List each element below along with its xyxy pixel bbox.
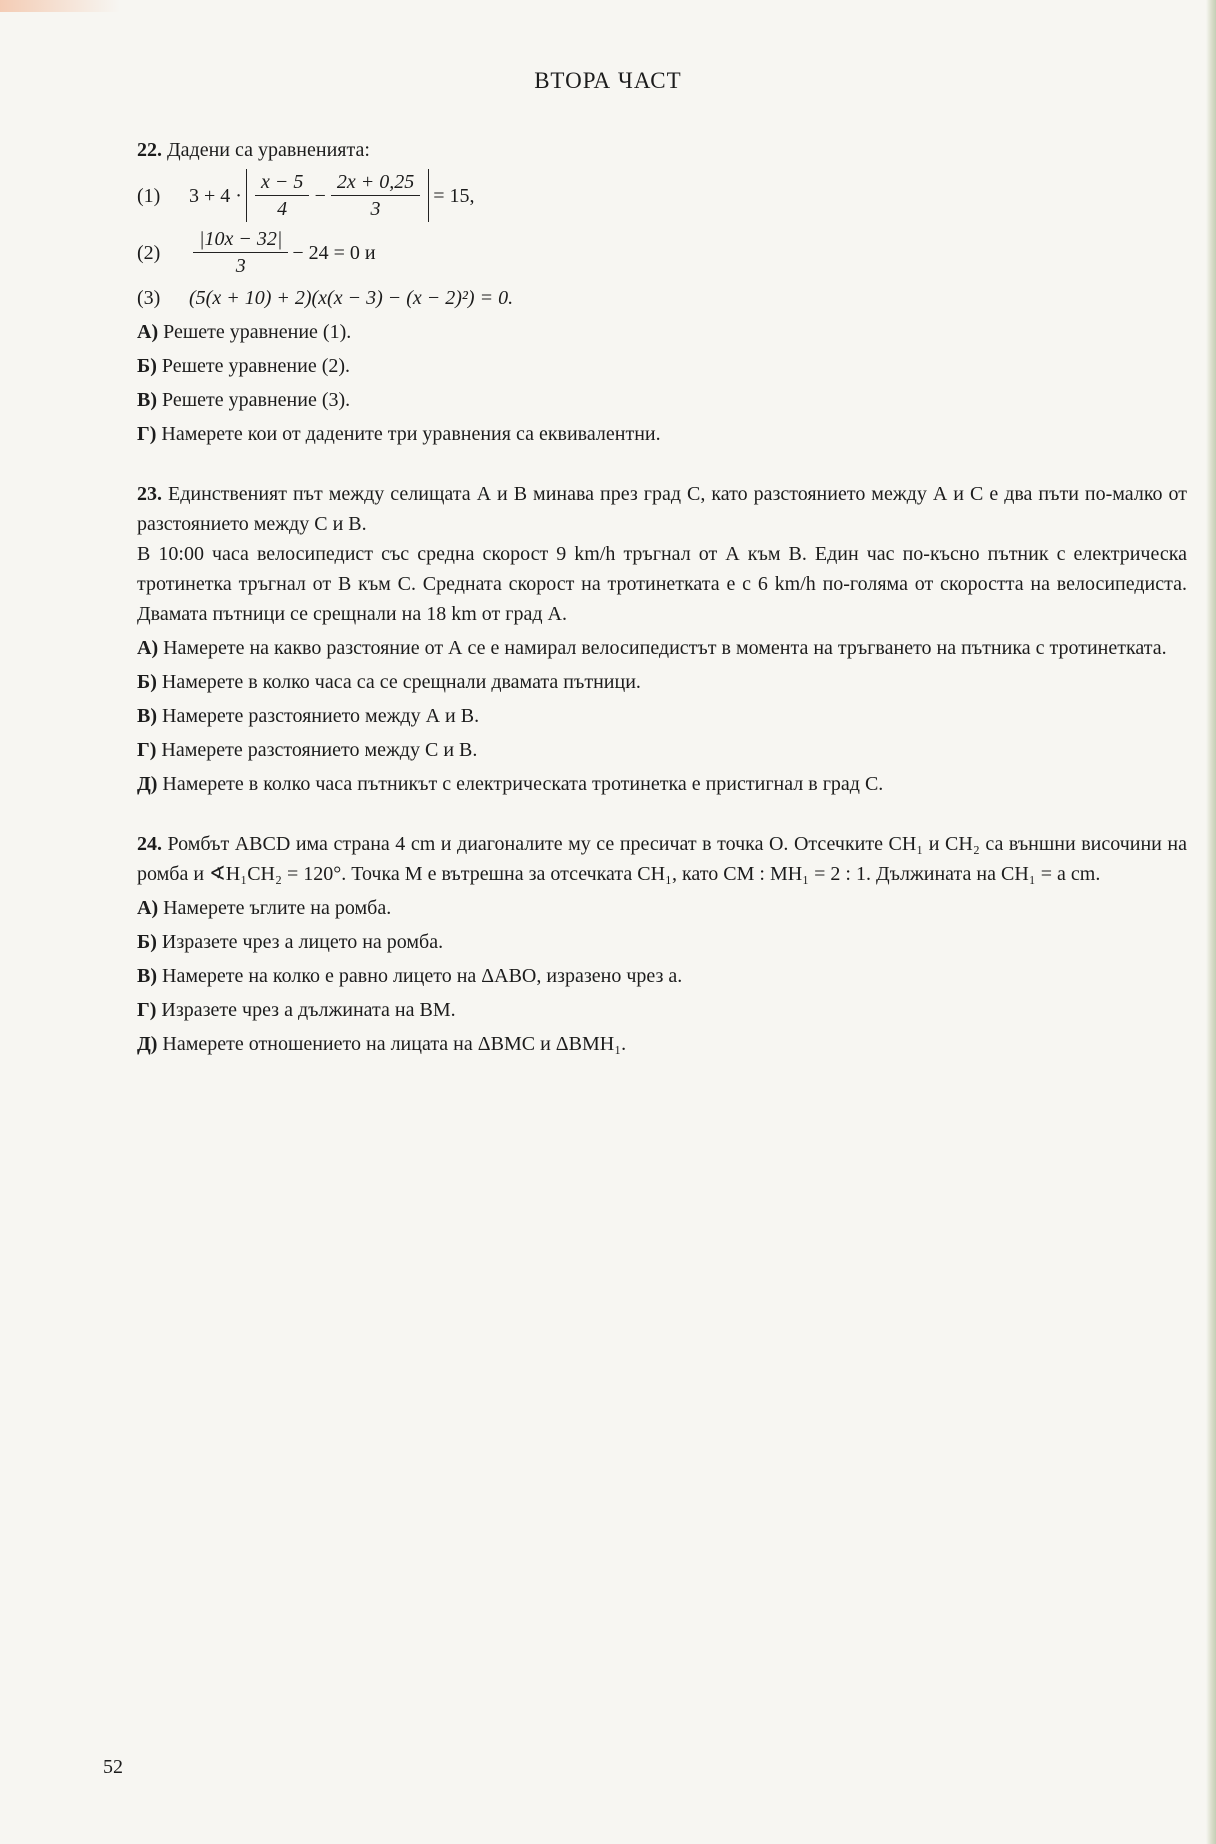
question-text: Решете уравнение (3). [157,389,351,411]
question-text: Намерете разстоянието между А и В. [157,705,480,727]
question-text: Намерете в колко часа пътникът с електрическата тротинетка е пристигнал в град С. [157,773,884,795]
question-label: В) [137,965,157,987]
problem-intro: Дадени са уравненията: [167,139,370,161]
question-text: Намерете отношението на лицата на ΔBMC и ΔBMH₁. [157,1033,627,1055]
problem-23 [137,479,1187,799]
page-number: 52 [103,1756,123,1778]
eq-text: = 15, [433,184,475,207]
question-text: Решете уравнение (2). [156,355,351,377]
question-a [137,893,1187,923]
question-text: Намерете на какво разстояние от А се е намирал велосипедистът в момента на тръгването на пътника с тротинетката. [158,637,1167,659]
absolute-value [246,169,429,222]
question-label: В) [137,705,157,727]
eq-text: 3 + 4 · [189,184,242,207]
problem-text: В 10:00 часа велосипедист със средна скорост 9 km/h тръгнал от А към В. Един час по-късно пътник с електрическа тротинетка тръгнал от В към С. Средната скорост на тротинетката е с 6 km/h по-голяма от скоростта на велосипедиста. Двамата пътници се срещнали на 18 km от град А. [137,543,1187,625]
problem-number: 24. [137,833,162,855]
question-label: Б) [137,671,157,693]
problem-text: Единственият път между селищата А и В минава през град С, като разстоянието между А и С е два пъти по-малко от разстоянието между С и В. [137,483,1187,535]
operator: − [313,184,327,207]
question-c [137,701,1187,731]
question-c [137,385,1187,415]
fraction [193,226,288,279]
question-label: Б) [137,355,157,377]
question-label: Г) [137,999,157,1021]
question-label: Б) [137,931,157,953]
question-label: А) [137,897,159,919]
equation-3 [137,283,1187,313]
problem-24 [137,829,1187,1059]
question-a [137,633,1187,663]
eq-text: (5(x + 10) + 2)(x(x − 3) − (x − 2)²) = 0. [189,287,514,309]
question-text: Намерете разстоянието между С и В. [156,739,478,761]
denominator: 4 [277,198,288,220]
fraction [255,169,309,222]
denominator: 3 [235,255,246,277]
question-b [137,667,1187,697]
corner-mark [0,0,120,12]
question-d [137,419,1187,449]
numerator: x − 5 [255,169,309,196]
fraction [331,169,420,222]
eq-text: − 24 = 0 и [292,241,376,264]
problem-text: Ромбът ABCD има страна 4 cm и диагоналите му се пресичат в точка O. Отсечките CH₁ и CH₂ са външни височини на ромба и ∢H₁CH₂ = 120°. Точка M е вътрешна за отсечката CH₁, като CM : MH₁ = 2 : 1. Дължината на CH₁ = a cm. [137,833,1187,885]
question-text: Намерете в колко часа са се срещнали двамата пътници. [156,671,641,693]
equation-2 [137,226,1187,279]
numerator: |10x − 32| [193,226,288,253]
denominator: 3 [370,198,381,220]
page-edge [1206,0,1216,1844]
question-text: Изразете чрез a дължината на BM. [156,999,456,1021]
problem-22 [137,135,1187,449]
question-e [137,1029,1187,1059]
question-label: А) [137,321,159,343]
question-label: В) [137,389,157,411]
question-b [137,927,1187,957]
question-label: Д) [137,773,158,795]
numerator: 2x + 0,25 [331,169,420,196]
problem-number: 22. [137,139,162,161]
question-e [137,769,1187,799]
problem-number: 23. [137,483,162,505]
question-label: Г) [137,423,157,445]
questions-24 [137,893,1187,1059]
question-b [137,351,1187,381]
question-a [137,317,1187,347]
question-text: Намерете на колко е равно лицето на ΔABO, изразено чрез a. [157,965,683,987]
questions-22 [137,317,1187,449]
page-title: ВТОРА ЧАСТ [534,68,682,93]
equation-label: (2) [137,241,161,264]
question-text: Намерете ъглите на ромба. [158,897,392,919]
question-label: А) [137,637,159,659]
question-label: Г) [137,739,157,761]
question-d [137,735,1187,765]
question-d [137,995,1187,1025]
question-text: Намерете кои от дадените три уравнения са еквивалентни. [156,423,661,445]
equation-label: (3) [137,287,161,309]
question-c [137,961,1187,991]
question-text: Изразете чрез a лицето на ромба. [156,931,444,953]
questions-23 [137,633,1187,799]
question-label: Д) [137,1033,158,1055]
equation-label: (1) [137,184,161,207]
equation-1 [137,169,1187,222]
content [137,135,1187,1063]
question-text: Решете уравнение (1). [158,321,352,343]
